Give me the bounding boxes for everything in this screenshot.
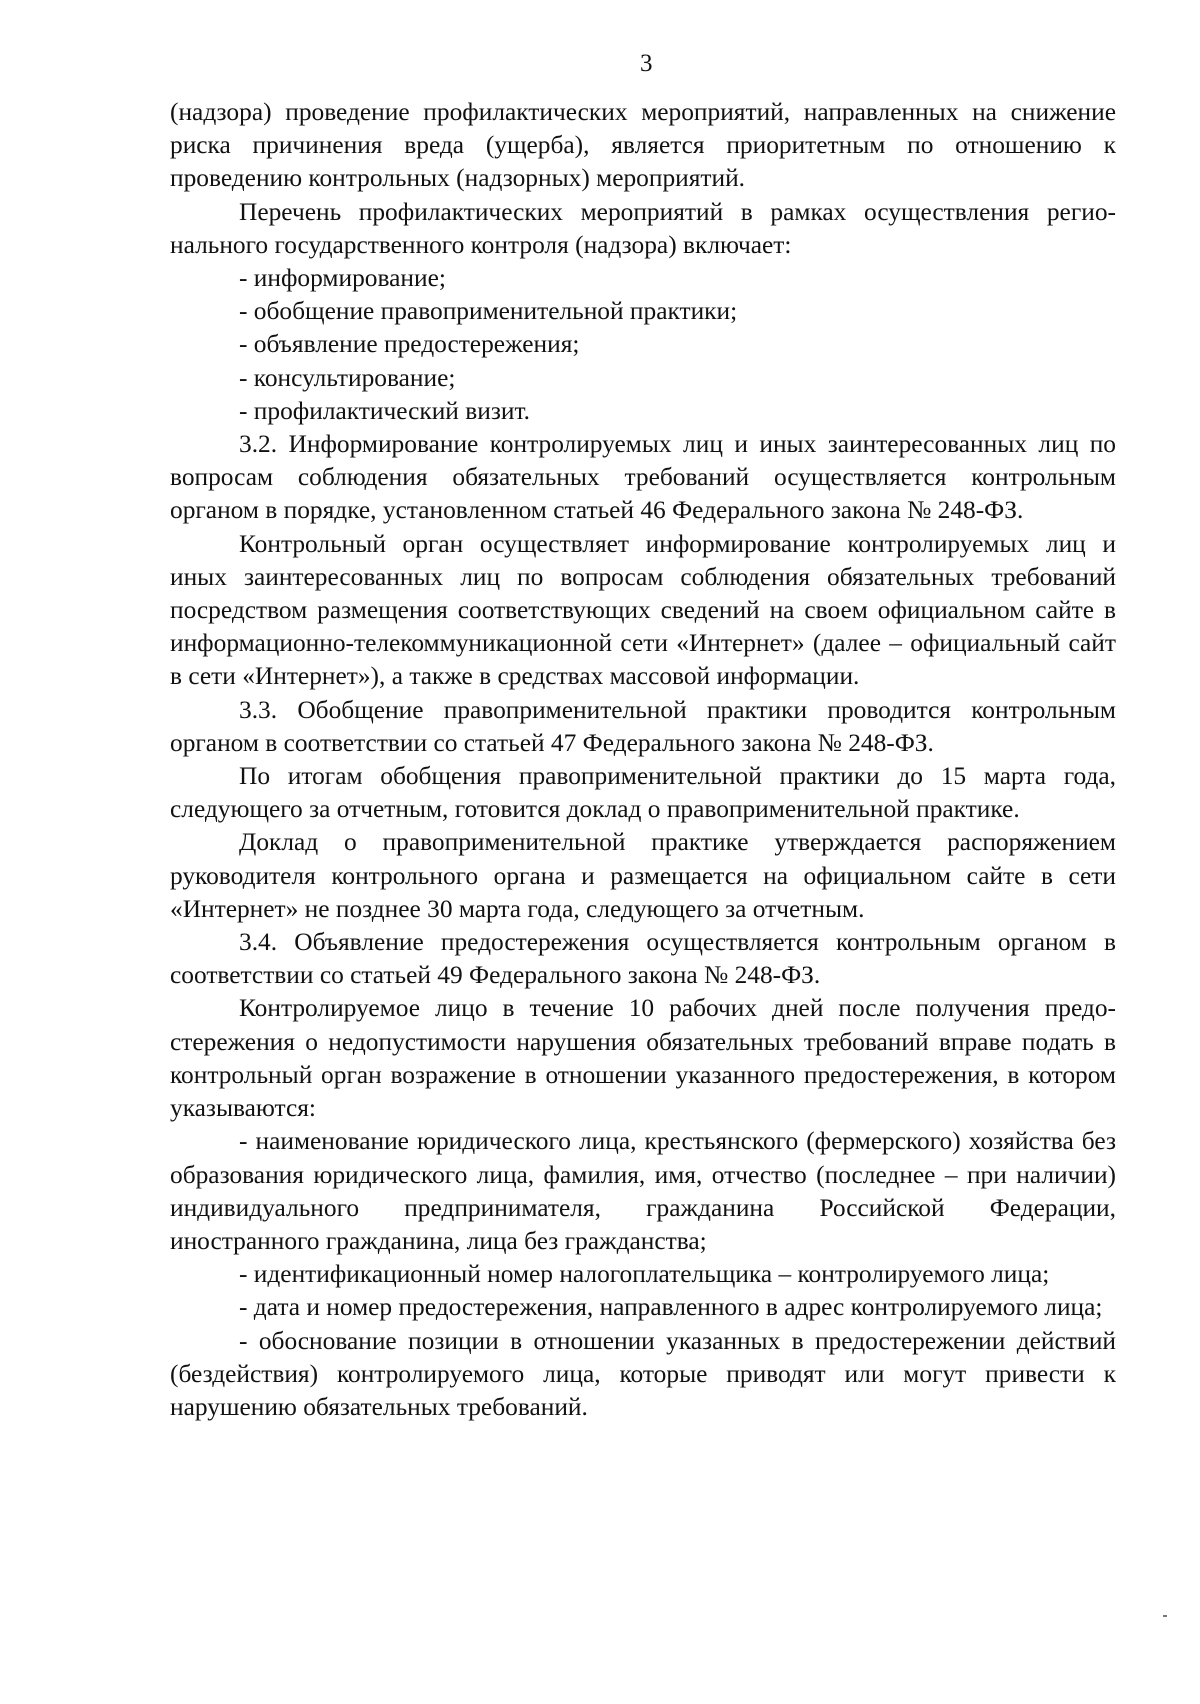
page-number: 3: [640, 50, 653, 77]
list-item-generalization: - обобщение правоприменительной практики;: [239, 297, 738, 326]
list-item-consulting: - консультирование;: [239, 363, 456, 392]
paragraph-3-4: 3.4. Объявление предостережения осуществляется контрольным органом в соответствии со статьей 49 Федерального закона № 248-ФЗ.: [170, 928, 1116, 990]
paragraph-3-2: 3.2. Информирование контролируемых лиц и иных заинтересованных лиц по вопросам соблюдения обязательных требований осуществляется контрольным органом в порядке, установленном статьей 46 Федерального закона № 248-ФЗ.: [170, 430, 1116, 525]
list-item-warning: - объявление предостережения;: [239, 330, 580, 359]
paragraph-continuation: (надзора) проведение профилактических мероприятий, направленных на снижение риска причинения вреда (ущерба), является приоритетным по отношению к проведению контрольных (надзорных) мероприятий.: [170, 98, 1116, 193]
list-item-tax-id: - идентификационный номер налогоплательщика – контролируемого лица;: [239, 1260, 1050, 1289]
list-item-name: - наименование юридического лица, крестьянского (фермерского) хозяйства без образования юридического лица, фамилия, имя, отчество (последнее – при наличии) индивидуального предпринимателя, гражданина Российской Федерации, иностранного гражданина, лица без гражданства;: [170, 1127, 1116, 1255]
document-body: [170, 96, 1116, 1424]
paragraph-report-deadline: По итогам обобщения правоприменительной практики до 15 марта года, следующего за отчетным, готовится доклад о правоприменительной практике.: [170, 762, 1116, 824]
scan-speck: [1163, 1615, 1167, 1617]
list-item-informing: - информирование;: [239, 264, 446, 293]
paragraph-informing-method: Контрольный орган осуществляет информирование контролируемых лиц и иных заинтересованных лиц по вопросам соблюдения обязательных требований посредством размещения соответствующих сведений на своем официальном сайте в информационно-телекоммуникационной сети «Интернет» (далее – официальный сайт в сети «Интернет»), а также в средствах массовой информации.: [170, 529, 1116, 691]
paragraph-measures-list-intro: Перечень профилактических мероприятий в рамках осуществления регионального государственного контроля (надзора) включает:: [170, 197, 1116, 259]
paragraph-objection: Контролируемое лицо в течение 10 рабочих дней после получения предостережения о недопустимости нарушения обязательных требований вправе подать в контрольный орган возражение в отношении указанного предостережения, в котором указываются:: [170, 994, 1116, 1123]
list-item-justification: - обоснование позиции в отношении указанных в предостережении действий (бездействия) контролируемого лица, которые приводят или могут привести к нарушению обязательных требований.: [170, 1326, 1116, 1421]
paragraph-report-approval: Доклад о правоприменительной практике утверждается распоряжением руководителя контрольного органа и размещается на официальном сайте в сети «Интернет» не позднее 30 марта года, следующего за отчетным.: [170, 828, 1116, 923]
paragraph-3-3: 3.3. Обобщение правоприменительной практики проводится контрольным органом в соответствии со статьей 47 Федерального закона № 248-ФЗ.: [170, 695, 1116, 757]
list-item-visit: - профилактический визит.: [239, 396, 530, 425]
list-item-warning-date-number: - дата и номер предостережения, направленного в адрес контролируемого лица;: [239, 1293, 1103, 1322]
